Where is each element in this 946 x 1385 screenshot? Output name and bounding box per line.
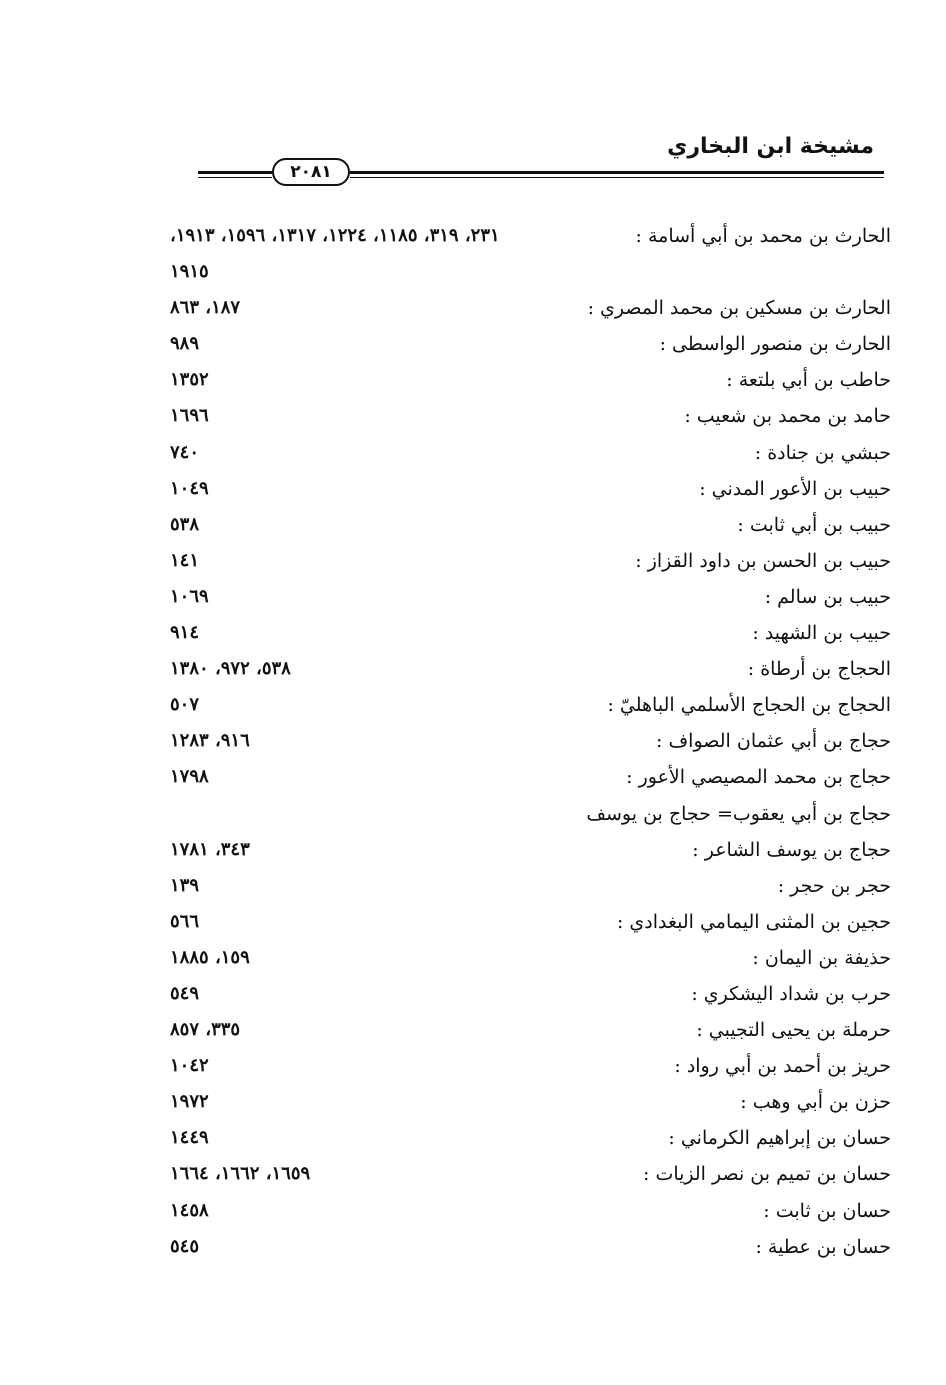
entry-name: حجر بن حجر : [777, 874, 891, 897]
entry-refs: ١٣٩ [170, 874, 200, 896]
entry-refs: ٥٣٨، ٩٧٢، ١٣٨٠ [170, 658, 291, 680]
entry-refs: ١٤١ [170, 549, 200, 571]
entry-name: حزن بن أبي وهب : [740, 1091, 891, 1114]
entry-name: حسان بن إبراهيم الكرماني : [668, 1127, 891, 1150]
entry-refs: ١٨٧، ٨٦٣ [170, 297, 241, 319]
index-entry [0, 507, 946, 543]
entry-name: حجاج بن أبي يعقوب= حجاج بن يوسف [586, 802, 891, 825]
index-entry [0, 1084, 946, 1120]
entry-name: حذيفة بن اليمان : [752, 946, 891, 969]
entry-refs: ٥٠٧ [170, 694, 200, 716]
entry-refs: ١٠٤٩ [170, 477, 209, 499]
entry-name: حرملة بن يحيى التجيبي : [696, 1019, 891, 1042]
entry-name: حجين بن المثنى اليمامي البغدادي : [616, 910, 891, 933]
entry-refs: ١٧٩٨ [170, 766, 209, 788]
entry-refs: ١٤٥٨ [170, 1199, 209, 1221]
index-entry [0, 868, 946, 904]
index-entry [0, 290, 946, 326]
entry-refs: ١٥٩، ١٨٨٥ [170, 946, 250, 968]
header-rule-right [350, 171, 884, 178]
index-entry [0, 759, 946, 795]
entry-refs: ٩٨٩ [170, 333, 200, 355]
index-entry [0, 326, 946, 362]
index-entry [0, 579, 946, 615]
index-entries [0, 218, 946, 1265]
entry-refs: ١٩١٥ [170, 261, 209, 283]
entry-name: الحجاج بن الحجاج الأسلمي الباهليّ : [607, 694, 891, 717]
index-entry [0, 543, 946, 579]
entry-refs: ٥٤٥ [170, 1235, 200, 1257]
entry-refs: ١٠٦٩ [170, 585, 209, 607]
index-entry [0, 976, 946, 1012]
entry-refs: ٣٣٥، ٨٥٧ [170, 1019, 241, 1041]
entry-name: حبيب بن أبي ثابت : [737, 513, 891, 536]
index-entry [0, 832, 946, 868]
index-entry [0, 1229, 946, 1265]
entry-refs: ١٦٥٩، ١٦٦٢، ١٦٦٤ [170, 1163, 311, 1185]
entry-refs: ٧٤٠ [170, 441, 200, 463]
index-entry [0, 471, 946, 507]
entry-refs: ٩١٦، ١٢٨٣ [170, 730, 250, 752]
entry-refs: ١٣٥٢ [170, 369, 209, 391]
entry-name: حبيب بن الشهيد : [752, 622, 891, 645]
index-entry [0, 651, 946, 687]
entry-name: الحجاج بن أرطاة : [747, 658, 891, 681]
entry-name: حبيب بن سالم : [764, 585, 891, 608]
index-entry [0, 1012, 946, 1048]
index-entry [0, 1048, 946, 1084]
running-title: مشيخة ابن البخاري [667, 134, 874, 159]
index-entry [0, 398, 946, 434]
index-entry [0, 435, 946, 471]
entry-name: حجاج بن محمد المصيصي الأعور : [626, 766, 891, 789]
entry-refs: ١٩٧٢ [170, 1091, 209, 1113]
entry-name: حامد بن محمد بن شعيب : [684, 405, 891, 428]
entry-refs: ٥٦٦ [170, 910, 200, 932]
index-entry [0, 1156, 946, 1192]
entry-name: حسان بن تميم بن نصر الزيات : [643, 1163, 891, 1186]
index-entry [0, 362, 946, 398]
index-entry [0, 940, 946, 976]
entry-refs: ١٠٤٢ [170, 1055, 209, 1077]
entry-name: حرب بن شداد اليشكري : [691, 982, 891, 1005]
entry-name: حريز بن أحمد بن أبي رواد : [674, 1055, 891, 1078]
entry-name: حبيب بن الحسن بن داود القزاز : [635, 549, 891, 572]
entry-refs: ٣٤٣، ١٧٨١ [170, 838, 250, 860]
entry-refs: ١٦٩٦ [170, 405, 209, 427]
index-entry [0, 254, 946, 290]
index-entry [0, 218, 946, 254]
entry-refs: ٩١٤ [170, 622, 200, 644]
entry-name: حسان بن عطية : [755, 1235, 891, 1258]
index-entry [0, 723, 946, 759]
index-entry [0, 1120, 946, 1156]
header-rule-left [198, 171, 272, 178]
index-entry [0, 1193, 946, 1229]
entry-refs: ٥٤٩ [170, 982, 200, 1004]
entry-refs: ٢٣١، ٣١٩، ١١٨٥، ١٢٢٤، ١٣١٧، ١٥٩٦، ١٩١٣، [170, 225, 500, 246]
entry-name: حاطب بن أبي بلتعة : [726, 369, 891, 392]
entry-name: الحارث بن مسكين بن محمد المصري : [587, 297, 891, 320]
index-entry [0, 615, 946, 651]
index-entry [0, 687, 946, 723]
entry-name: الحارث بن منصور الواسطى : [659, 333, 891, 356]
entry-name: حسان بن ثابت : [763, 1199, 891, 1222]
entry-name: حبيب بن الأعور المدني : [699, 477, 891, 500]
index-entry [0, 796, 946, 832]
entry-name: حبشي بن جنادة : [754, 441, 891, 464]
entry-refs: ٥٣٨ [170, 513, 200, 535]
entry-name: الحارث بن محمد بن أبي أسامة : [635, 225, 891, 247]
entry-name: حجاج بن يوسف الشاعر : [692, 838, 891, 861]
index-entry [0, 904, 946, 940]
entry-refs: ١٤٤٩ [170, 1127, 209, 1149]
entry-name: حجاج بن أبي عثمان الصواف : [656, 730, 891, 753]
page-number: ٢٠٨١ [272, 158, 350, 186]
